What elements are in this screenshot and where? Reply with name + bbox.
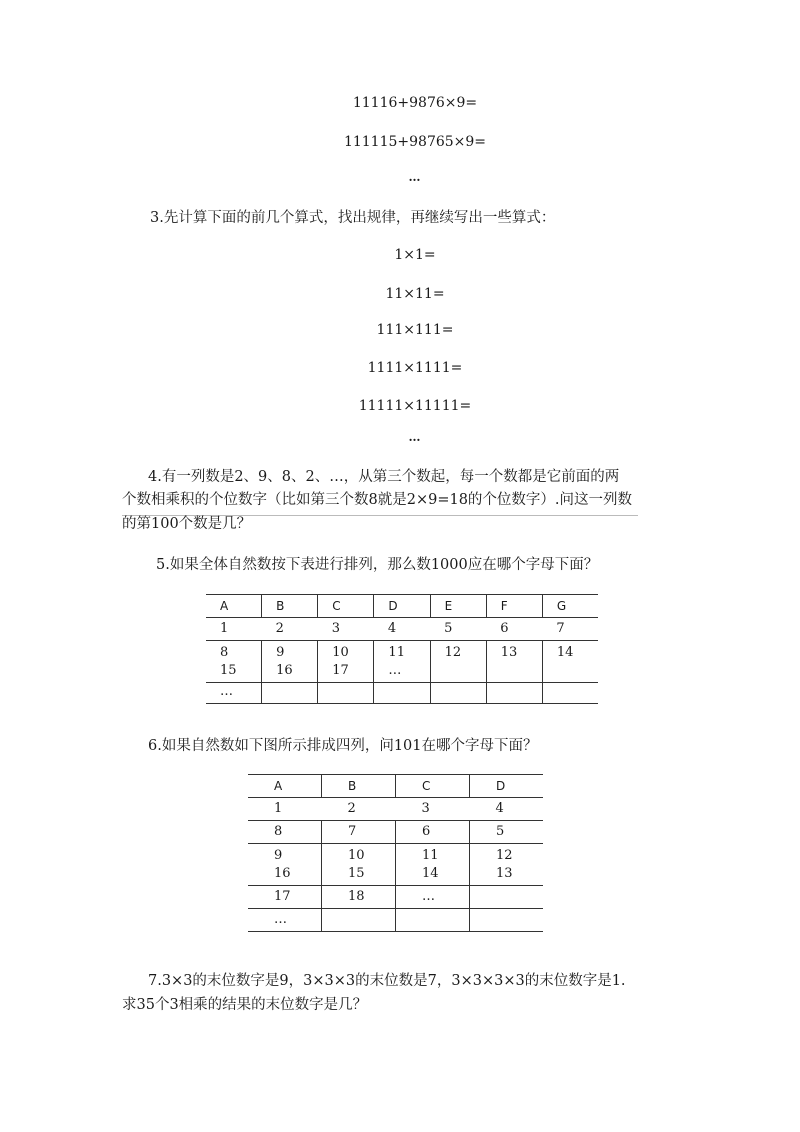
- table-cell: [374, 682, 430, 703]
- table-cell: 2: [275, 621, 284, 636]
- table-cell: 16: [262, 662, 318, 682]
- table-cell: [470, 885, 544, 908]
- ellipsis: …: [408, 170, 422, 184]
- equation-line: 11×11=: [385, 286, 445, 302]
- table-cell: 13: [470, 865, 544, 885]
- table-cell: 13: [486, 641, 542, 663]
- problem-4-line-2: 个数相乘积的个位数字（比如第三个数8就是2×9=18的个位数字）.问这一列数: [122, 492, 633, 508]
- table-cell: …: [396, 885, 470, 908]
- table-cell: 3: [421, 801, 430, 816]
- table-cell: [318, 682, 374, 703]
- table-header-cell: D: [374, 595, 430, 618]
- table-row: [248, 885, 543, 908]
- table-cell: 14: [542, 641, 598, 663]
- table-row: [248, 821, 543, 844]
- table-cell: 3: [331, 621, 341, 636]
- table-cell: 9: [262, 641, 318, 663]
- table-cell: 12: [470, 844, 544, 866]
- table-cell: [262, 682, 318, 703]
- table-cell: 15: [220, 663, 237, 678]
- table-header-row: [206, 595, 598, 618]
- table-cell: [430, 662, 486, 682]
- table-cell: [470, 908, 544, 931]
- letter-table-4: [248, 774, 543, 932]
- table-row: [206, 618, 598, 641]
- table-cell: 18: [322, 885, 396, 908]
- problem-4-line-1: 4.有一列数是2、9、8、2、…，从第三个数起，每一个数都是它前面的两: [148, 469, 620, 485]
- table-row: [248, 908, 543, 931]
- table-header-cell: F: [486, 595, 542, 618]
- table-header-cell: E: [430, 595, 486, 618]
- table-cell: 17: [274, 888, 291, 904]
- table-header-cell: A: [220, 599, 229, 613]
- table-cell: 9: [274, 848, 283, 863]
- table-cell: [486, 682, 542, 703]
- problem-7-line-2: 求35个3相乘的结果的末位数字是几？: [122, 997, 368, 1013]
- table-cell: …: [374, 662, 430, 682]
- table-cell: 6: [396, 821, 470, 844]
- table-header-cell: C: [318, 595, 374, 618]
- table-cell: 12: [430, 641, 486, 663]
- equation-line: 1×1=: [394, 247, 436, 263]
- table-cell: 11: [396, 844, 470, 866]
- table-row: [206, 662, 598, 682]
- table-cell: [486, 662, 542, 682]
- problem-6-prompt: 6.如果自然数如下图所示排成四列，问101在哪个字母下面？: [148, 738, 538, 754]
- table-row: [206, 682, 598, 703]
- table-cell: 4: [495, 801, 504, 816]
- table-header-cell: C: [396, 775, 470, 798]
- table-cell: [430, 682, 486, 703]
- table-cell: [542, 682, 598, 703]
- table-cell: 7: [556, 621, 565, 636]
- table-header-cell: B: [262, 595, 318, 618]
- equation-line: 111×111=: [376, 322, 454, 338]
- table-cell: 4: [387, 621, 397, 636]
- problem-5-prompt: 5.如果全体自然数按下表进行排列，那么数1000应在哪个字母下面？: [156, 557, 599, 573]
- table-cell: 14: [396, 865, 470, 885]
- table-cell: 10: [322, 844, 396, 866]
- ellipsis: …: [408, 430, 422, 444]
- table-cell: 10: [318, 641, 374, 663]
- table-cell: 7: [322, 821, 396, 844]
- table-cell: [322, 908, 396, 931]
- table-header-row: [248, 775, 543, 798]
- table-header-cell: G: [542, 595, 598, 618]
- equation-line: 11111×11111=: [358, 398, 472, 414]
- equation-line: 1111×1111=: [367, 360, 463, 376]
- table-cell: 16: [274, 866, 291, 881]
- equation-line: 11116+9876×9=: [352, 95, 478, 111]
- table-row: [206, 641, 598, 663]
- table-cell: 11: [374, 641, 430, 663]
- letter-table-7: [206, 594, 598, 704]
- table-cell: 1: [220, 621, 229, 636]
- table-header-cell: A: [274, 779, 283, 793]
- table-cell: 8: [220, 645, 229, 660]
- table-header-cell: D: [470, 775, 544, 798]
- table-cell: 17: [318, 662, 374, 682]
- table-cell: 8: [274, 824, 283, 839]
- table-cell: 5: [470, 821, 544, 844]
- table-cell: 6: [500, 621, 509, 636]
- problem-7-line-1: 7.3×3的末位数字是9，3×3×3的末位数是7，3×3×3×3的末位数字是1.: [148, 973, 626, 989]
- table-cell: [542, 662, 598, 682]
- table-cell: …: [220, 683, 233, 699]
- table-cell: 2: [347, 801, 356, 816]
- problem-4-line-3: 的第100个数是几？: [122, 516, 252, 532]
- table-row: [248, 798, 543, 821]
- table-cell: 15: [322, 865, 396, 885]
- table-cell: 1: [274, 801, 283, 816]
- table-header-cell: B: [322, 775, 396, 798]
- table-row: [248, 844, 543, 866]
- equation-line: 111115+98765×9=: [343, 134, 487, 150]
- problem-3-prompt: 3.先计算下面的前几个算式，找出规律，再继续写出一些算式：: [150, 210, 556, 226]
- table-cell: …: [274, 911, 287, 927]
- table-cell: 5: [444, 621, 453, 636]
- table-row: [248, 865, 543, 885]
- table-cell: [396, 908, 470, 931]
